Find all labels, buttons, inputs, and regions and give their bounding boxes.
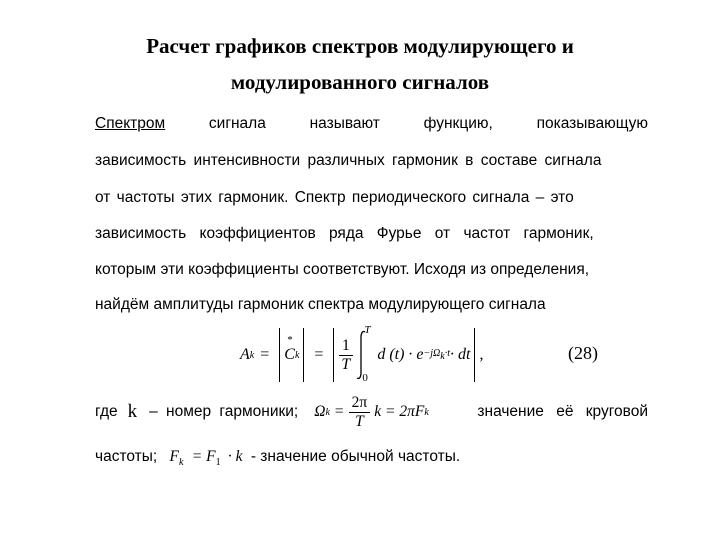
line-where: где k – номер гармоники; Ω k = $\frac{2\pi}{T}$ k = 2πF k значение её круговой [95, 393, 648, 430]
exp-omega: −jΩ [423, 348, 441, 359]
c-symbol: C [284, 346, 295, 363]
comma: , [479, 346, 484, 363]
line-frequency [95, 448, 648, 468]
word: показывающую [536, 115, 648, 132]
ordinary-frequency-text: - значение обычной частоты. [250, 448, 461, 465]
paragraph-line5: которым эти коэффициенты соответствуют. Исходя из определения, [95, 261, 590, 278]
paragraph-line2: зависимость интенсивности различных гармоник в составе сигнала [95, 152, 602, 169]
subscript: k [249, 349, 255, 361]
harmonic-number-text: – номер гармоники; [149, 403, 299, 420]
dt: · dt [450, 346, 471, 363]
paragraph-line4: зависимость коэффициентов ряда Фурье от частот гармоник, [95, 225, 594, 242]
c-hat [284, 334, 295, 364]
equation-number: (28) [568, 343, 598, 363]
subscript: k [424, 406, 429, 418]
subscript: k [178, 457, 184, 469]
word: называют [309, 115, 380, 132]
abs-bar [333, 328, 334, 382]
subscript: k [294, 349, 300, 361]
paragraph-line6: найдём амплитуды гармоник спектра модулирующего сигнала [95, 296, 546, 313]
upper-limit: T [364, 324, 371, 336]
abs-bar [279, 328, 280, 382]
k-symbol: k [127, 401, 138, 422]
numerator: 1 [339, 337, 353, 356]
f-symbol: F [169, 448, 179, 465]
formula-28 [240, 324, 483, 386]
rhs: k = 2πF [374, 403, 425, 420]
exponent [424, 348, 451, 362]
word: функцию, [423, 115, 493, 132]
paragraph-line1 [95, 114, 648, 134]
formula-lhs: A [240, 346, 250, 363]
equals-sign: = [314, 346, 324, 363]
numerator: 2π [349, 394, 371, 413]
subscript: k [325, 406, 330, 418]
term-spectrum: Спектром [95, 115, 166, 132]
integrand: d (t) · e [377, 346, 424, 363]
word: где [95, 403, 118, 420]
slide-title-line2: модулированного сигналов [230, 70, 490, 94]
subscript: 1 [215, 457, 221, 469]
f1-expr: = F [191, 448, 216, 465]
equals-sign: = [260, 346, 270, 363]
denominator: T [341, 355, 351, 373]
integral-sign [355, 324, 371, 384]
slide-title-line1: Расчет графиков спектров модулирующего и [146, 34, 574, 58]
circular-frequency-text: значение её круговой [477, 403, 648, 420]
word: сигнала [208, 115, 266, 132]
exp-t: ·t [444, 348, 451, 359]
denominator: T [355, 412, 364, 430]
abs-bar [474, 328, 475, 382]
fraction-one-over-t [338, 337, 353, 374]
omega-symbol: Ω [314, 403, 326, 420]
hat-mark: * [287, 334, 293, 346]
word: частоты; [95, 448, 158, 465]
lower-limit: 0 [362, 372, 368, 384]
paragraph-line3: от частоты этих гармоник. Спектр периодического сигнала – это [95, 189, 574, 206]
subscript: k [440, 351, 445, 362]
abs-bar [303, 328, 304, 382]
fraction-2pi-over-t [349, 394, 371, 431]
mult-k: · k [227, 448, 243, 465]
